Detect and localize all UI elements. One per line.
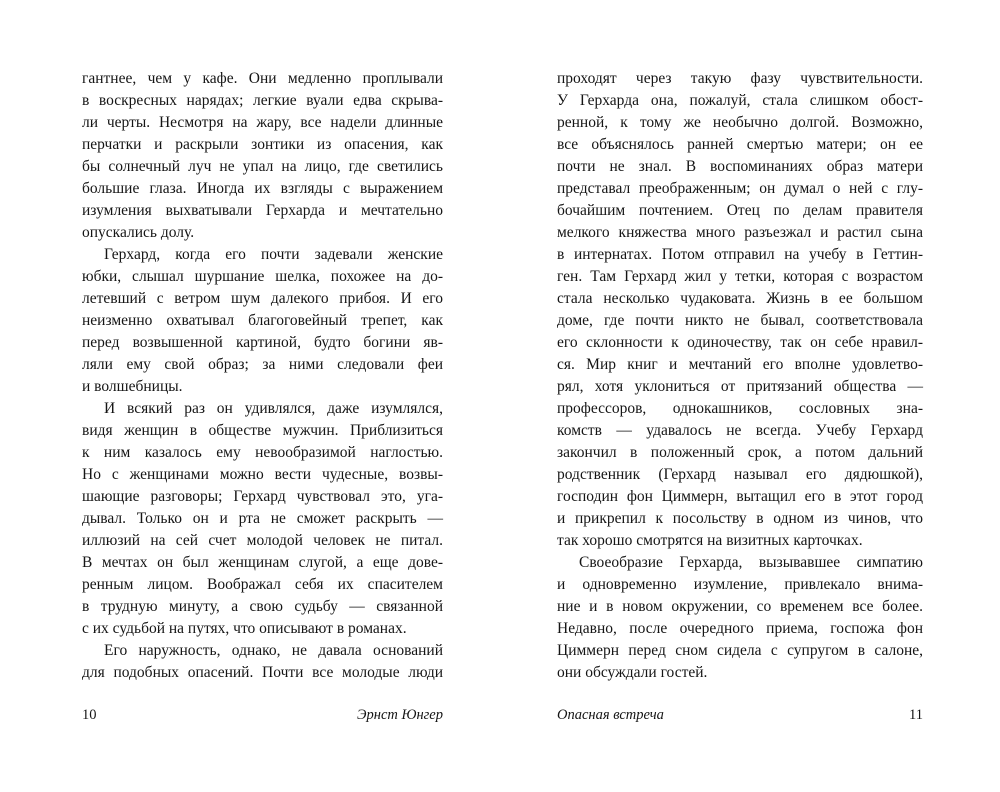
right-page-number: 11 xyxy=(909,707,923,723)
text-line: мелкого княжества много разъезжал и растил сына xyxy=(557,224,923,241)
text-line: опускались долу. xyxy=(82,224,195,241)
text-line: неизменно охватывал благоговейный трепет, как xyxy=(82,312,443,329)
text-line: Своеобразие Герхарда, вызывавшее симпатию xyxy=(579,554,923,571)
text-line: для подобных опасений. Почти все молодые люди xyxy=(82,664,443,681)
text-line: и одновременно изумление, привлекало внима- xyxy=(557,576,923,593)
text-line: профессоров, однокашников, сословных зна- xyxy=(557,400,923,417)
text-line: в интернатах. Потом отправил на учебу в Геттин- xyxy=(557,246,923,263)
text-line: юбки, слышал шуршание шелка, похожее на до- xyxy=(82,268,443,285)
text-line: ренным лицом. Воображал себя их спасителем xyxy=(82,576,443,593)
text-line: иллюзий на сей счет молодой человек не питал. xyxy=(82,532,443,549)
text-line: родственник (Герхард называл его дядюшкой), xyxy=(557,466,923,483)
text-line: дывал. Только он и рта не сможет раскрыть — xyxy=(82,510,443,527)
text-line: все объяснялось ранней смертью матери; он ее xyxy=(557,136,923,153)
text-line: ние и в новом окружении, со временем все более. xyxy=(557,598,923,615)
paragraph xyxy=(82,640,443,684)
text-line: представал преображенным; он думал о ней с глу- xyxy=(557,180,923,197)
text-line: летевший с ветром шум далекого прибоя. И его xyxy=(82,290,443,307)
paragraph xyxy=(557,552,923,684)
text-line: так хорошо смотрятся на визитных карточках. xyxy=(557,532,863,549)
text-line: они обсуждали гостей. xyxy=(557,664,708,681)
text-line: ляли ему свой образ; за ними следовали феи xyxy=(82,356,443,373)
text-line: Циммерн перед сном сидела с супругом в салоне, xyxy=(557,642,923,659)
left-running-head-author: Эрнст Юнгер xyxy=(357,707,443,723)
text-line: закончил в положенный срок, а потом дальний xyxy=(557,444,923,461)
text-line: в воскресных нарядах; легкие вуали едва скрыва- xyxy=(82,92,443,109)
text-line: гантнее, чем у кафе. Они медленно проплывали xyxy=(82,70,443,87)
text-line: И всякий раз он удивлялся, даже изумлялся, xyxy=(104,400,443,417)
text-line: Но с женщинами можно вести чудесные, возвы- xyxy=(82,466,443,483)
text-line: У Герхарда она, пожалуй, стала слишком обост- xyxy=(557,92,923,109)
text-line: и волшебницы. xyxy=(82,378,183,395)
text-line: комств — удавалось не всегда. Учебу Герхард xyxy=(557,422,923,439)
text-line: ся. Мир книг и мечтаний его вполне удовлетво- xyxy=(557,356,923,373)
text-line: большие глаза. Иногда их взгляды с выражением xyxy=(82,180,443,197)
right-page-text xyxy=(557,68,923,684)
text-line: его склонности к одиночеству, так он себе нравил- xyxy=(557,334,923,351)
text-line: проходят через такую фазу чувствительности. xyxy=(557,70,923,87)
paragraph xyxy=(82,398,443,640)
left-page-number: 10 xyxy=(82,707,97,723)
text-line: с их судьбой на путях, что описывают в романах. xyxy=(82,620,407,637)
text-line: В мечтах он был женщинам слугой, а еще дове- xyxy=(82,554,443,571)
text-line: Недавно, после очередного приема, госпожа фон xyxy=(557,620,923,637)
right-page-footer xyxy=(557,706,923,724)
text-line: и прикрепил к посольству в одном из чинов, что xyxy=(557,510,923,527)
text-line: перчатки и раскрыли зонтики из опасения, как xyxy=(82,136,443,153)
text-line: доме, где почти никто не бывал, соответствовала xyxy=(557,312,923,329)
text-line: к ним казалось ему невообразимой наглостью. xyxy=(82,444,443,461)
left-page-text xyxy=(82,68,443,684)
left-page-footer xyxy=(82,706,443,724)
text-line: ренной, к тому же необычно долгой. Возможно, xyxy=(557,114,923,131)
paragraph xyxy=(557,68,923,552)
text-line: почти не знал. В воспоминаниях образ матери xyxy=(557,158,923,175)
text-line: Герхард, когда его почти задевали женские xyxy=(104,246,443,263)
paragraph xyxy=(82,244,443,398)
right-running-head-title: Опасная встреча xyxy=(557,707,664,723)
paragraph xyxy=(82,68,443,244)
text-line: стала несколько чудаковата. Жизнь в ее большом xyxy=(557,290,923,307)
text-line: шающие разговоры; Герхард чувствовал это, уга- xyxy=(82,488,443,505)
text-line: в трудную минуту, а свою судьбу — связанной xyxy=(82,598,443,615)
text-line: ли черты. Несмотря на жару, все надели длинные xyxy=(82,114,443,131)
text-line: Его наружность, однако, не давала оснований xyxy=(104,642,443,659)
text-line: перед возвышенной картиной, будто богини яв- xyxy=(82,334,443,351)
text-line: бочайшим почтением. Отец по делам правителя xyxy=(557,202,923,219)
text-line: изумления выхватывали Герхарда и мечтательно xyxy=(82,202,443,219)
text-line: бы солнечный луч не упал на лицо, где светились xyxy=(82,158,443,175)
text-line: господин фон Циммерн, вытащил его в этот город xyxy=(557,488,923,505)
text-line: видя женщин в обществе мужчин. Приблизиться xyxy=(82,422,443,439)
text-line: рял, хотя уклониться от притязаний общества — xyxy=(557,378,923,395)
text-line: ген. Там Герхард жил у тетки, которая с возрастом xyxy=(557,268,923,285)
